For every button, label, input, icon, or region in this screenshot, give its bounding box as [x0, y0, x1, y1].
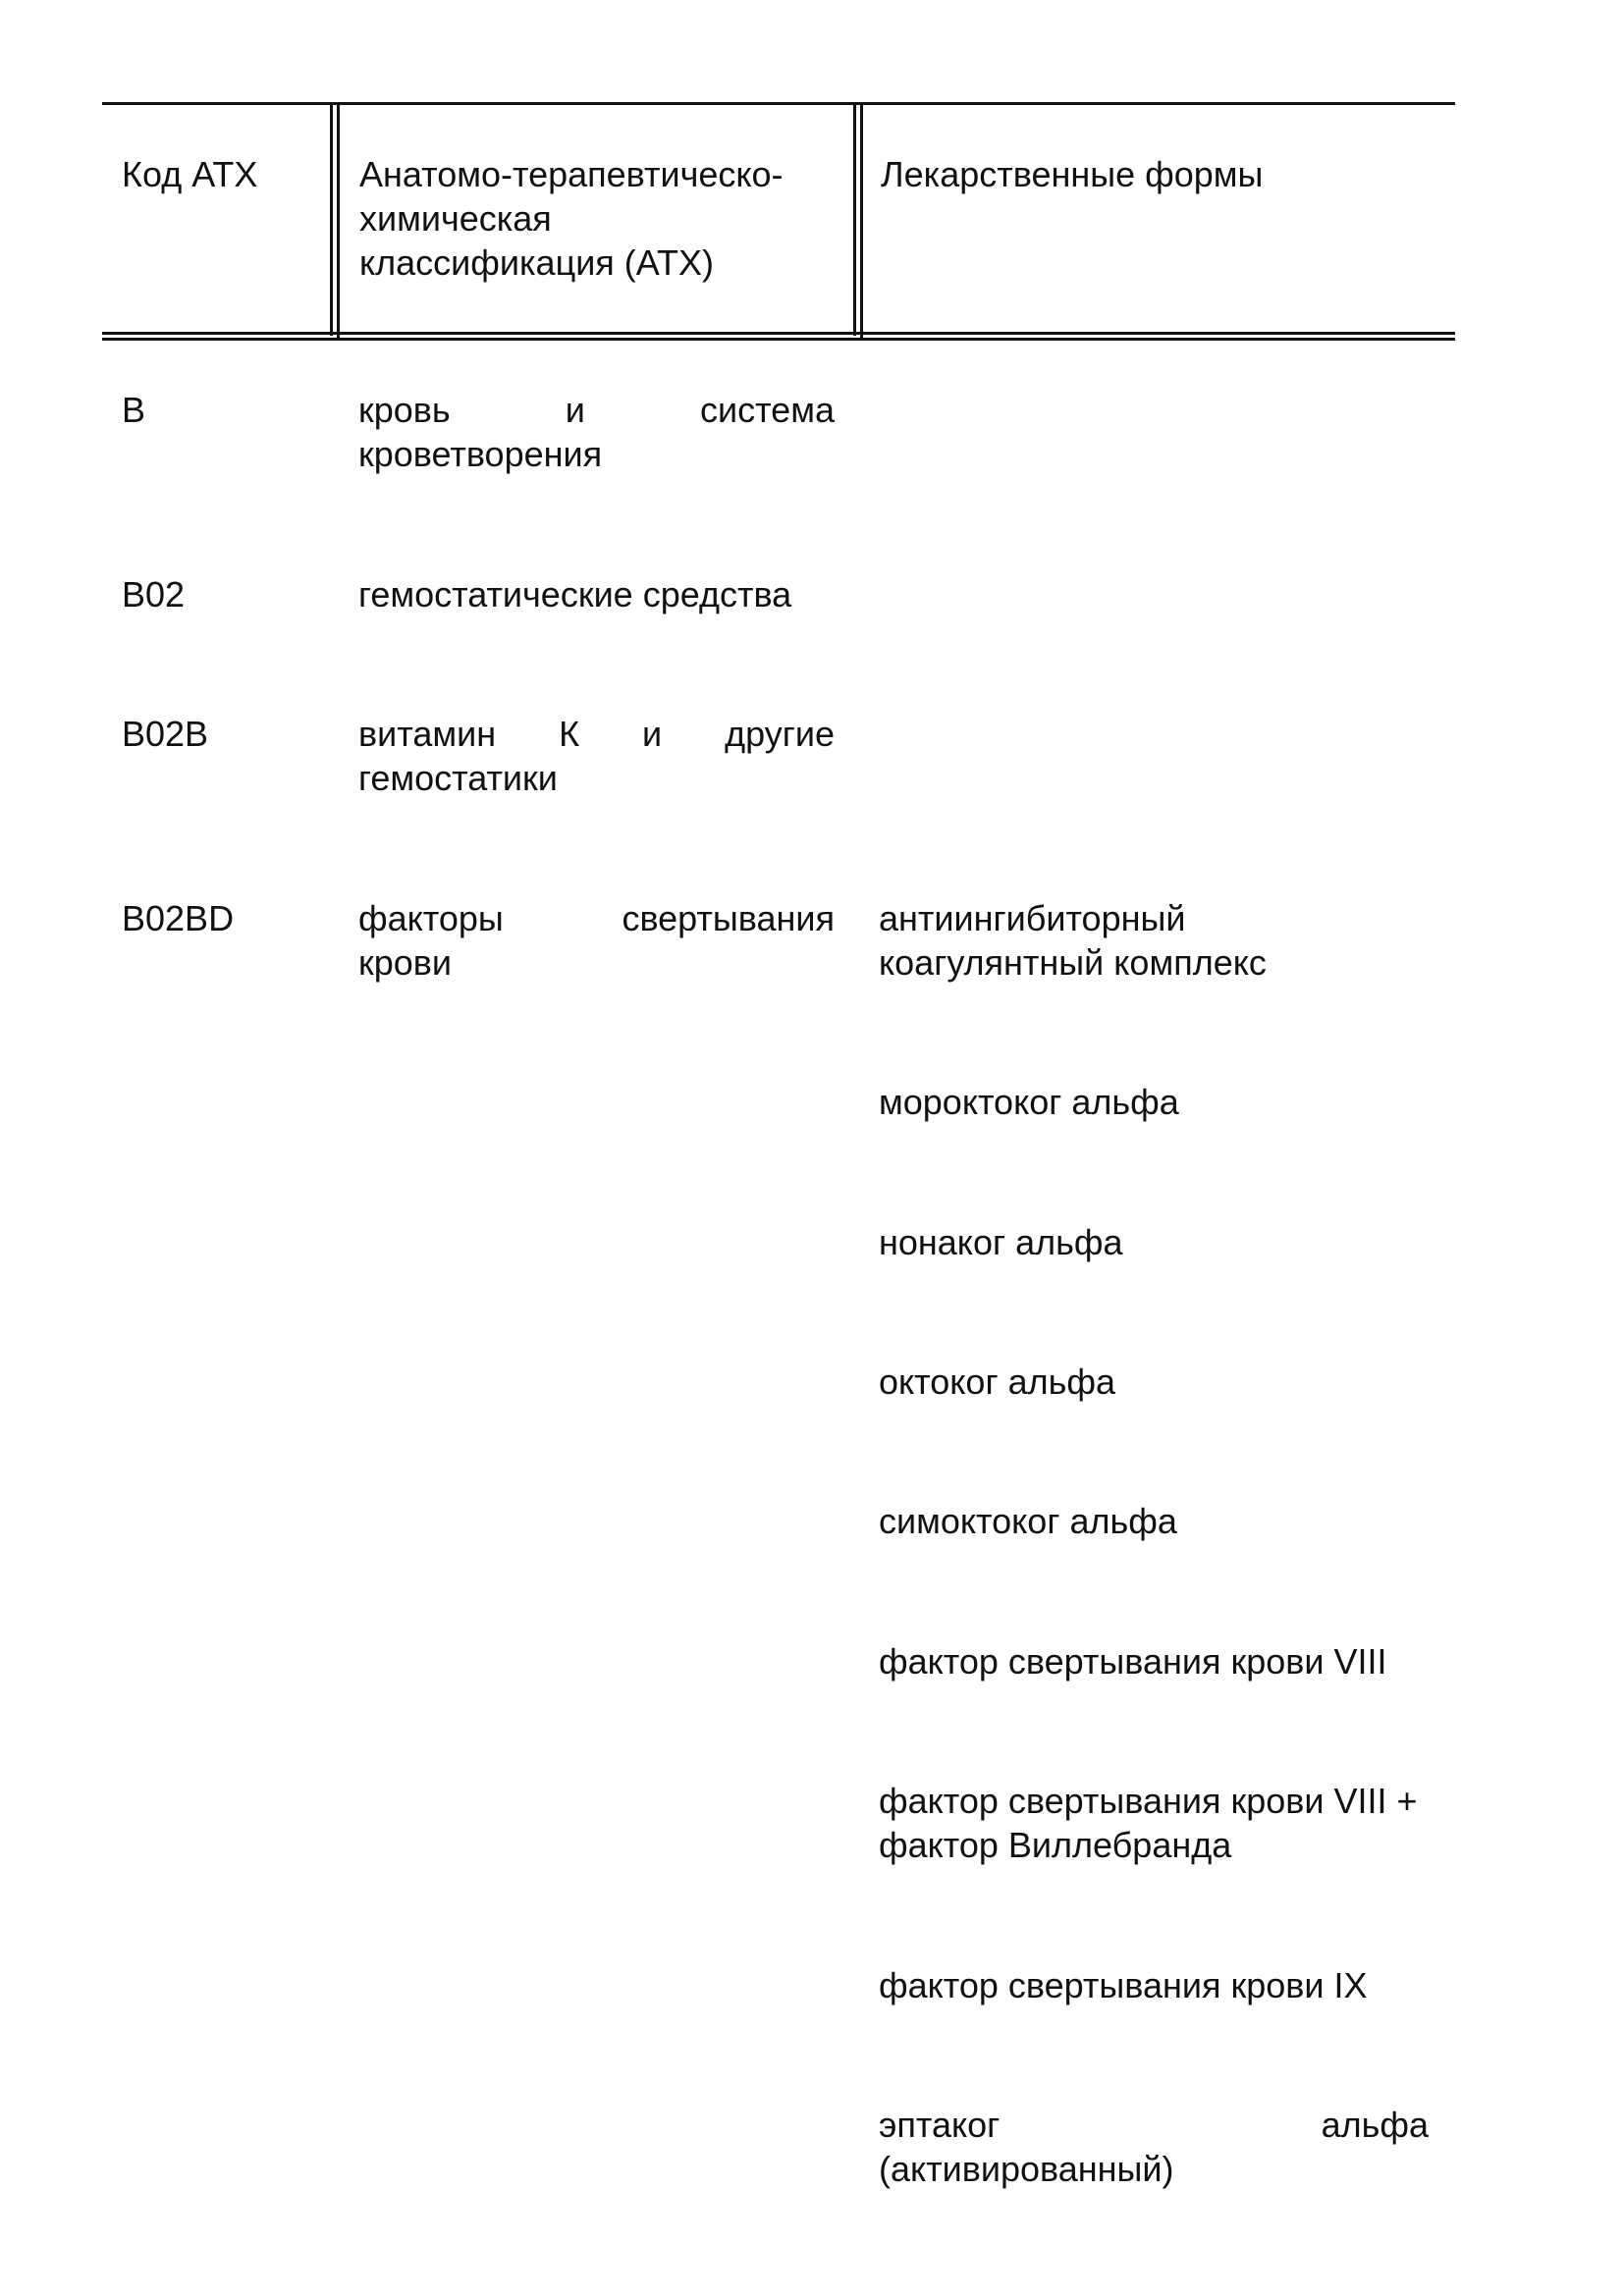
form-item-line-2: (активированный) — [879, 2149, 1174, 2189]
header-classification — [359, 152, 784, 285]
word: система — [699, 390, 835, 430]
form-item — [879, 2103, 1429, 2191]
word: и — [642, 714, 663, 754]
word: кровь — [358, 390, 451, 430]
form-item: фактор свертывания крови IX — [879, 1965, 1368, 2005]
form-item: мороктоког альфа — [879, 1082, 1179, 1122]
word: эптаког — [879, 2105, 1001, 2145]
row-code-b02bd: B02BD — [122, 898, 235, 938]
row-classification-b-line-2: кроветворения — [358, 434, 603, 474]
word: альфа — [1321, 2105, 1429, 2145]
row-classification-b02bd — [358, 896, 835, 985]
form-item — [879, 896, 1267, 985]
row-classification-b02: гемостатические средства — [358, 574, 792, 614]
form-item — [879, 1779, 1418, 1867]
form-item: нонаког альфа — [879, 1222, 1123, 1262]
form-item: октоког альфа — [879, 1362, 1116, 1402]
form-item-line-1: фактор свертывания крови VIII + — [879, 1781, 1418, 1821]
row-code-b: B — [122, 390, 146, 430]
header-classification-line-2: химическая — [359, 198, 552, 239]
form-item: фактор свертывания крови VIII — [879, 1641, 1387, 1682]
col-divider-1b — [337, 102, 340, 341]
form-item-line-2: фактор Виллебранда — [879, 1825, 1232, 1865]
header-code: Код АТХ — [122, 154, 258, 194]
header-forms: Лекарственные формы — [881, 154, 1264, 194]
col-divider-2a — [853, 102, 856, 336]
form-item: симоктоког альфа — [879, 1501, 1177, 1541]
row-classification-b-line-1 — [358, 388, 835, 432]
col-divider-1a — [330, 102, 333, 336]
header-top-rule — [102, 102, 1455, 105]
word: факторы — [358, 898, 504, 938]
header-classification-line-1: Анатомо-терапевтическо- — [359, 154, 784, 194]
row-classification-b02b — [358, 712, 835, 800]
header-bottom-rule-2 — [102, 338, 1455, 341]
row-classification-b02b-line-1 — [358, 712, 835, 756]
header-bottom-rule-1 — [102, 332, 1455, 335]
form-item-line-2: коагулянтный комплекс — [879, 942, 1267, 983]
form-item-line-1: антиингибиторный — [879, 898, 1186, 938]
row-classification-b02b-line-2: гемостатики — [358, 758, 558, 798]
row-classification-b02bd-line-2: крови — [358, 942, 453, 983]
form-item-line-1 — [879, 2103, 1429, 2147]
header-classification-line-3: классификация (АТХ) — [359, 242, 714, 283]
word: К — [559, 714, 580, 754]
col-divider-2b — [860, 102, 863, 341]
word: и — [565, 390, 585, 430]
row-classification-b — [358, 388, 835, 476]
word: свертывания — [622, 898, 835, 938]
row-code-b02b: B02B — [122, 714, 209, 754]
word: другие — [725, 714, 835, 754]
row-code-b02: B02 — [122, 574, 186, 614]
word: витамин — [358, 714, 497, 754]
row-classification-b02bd-line-1 — [358, 896, 835, 940]
